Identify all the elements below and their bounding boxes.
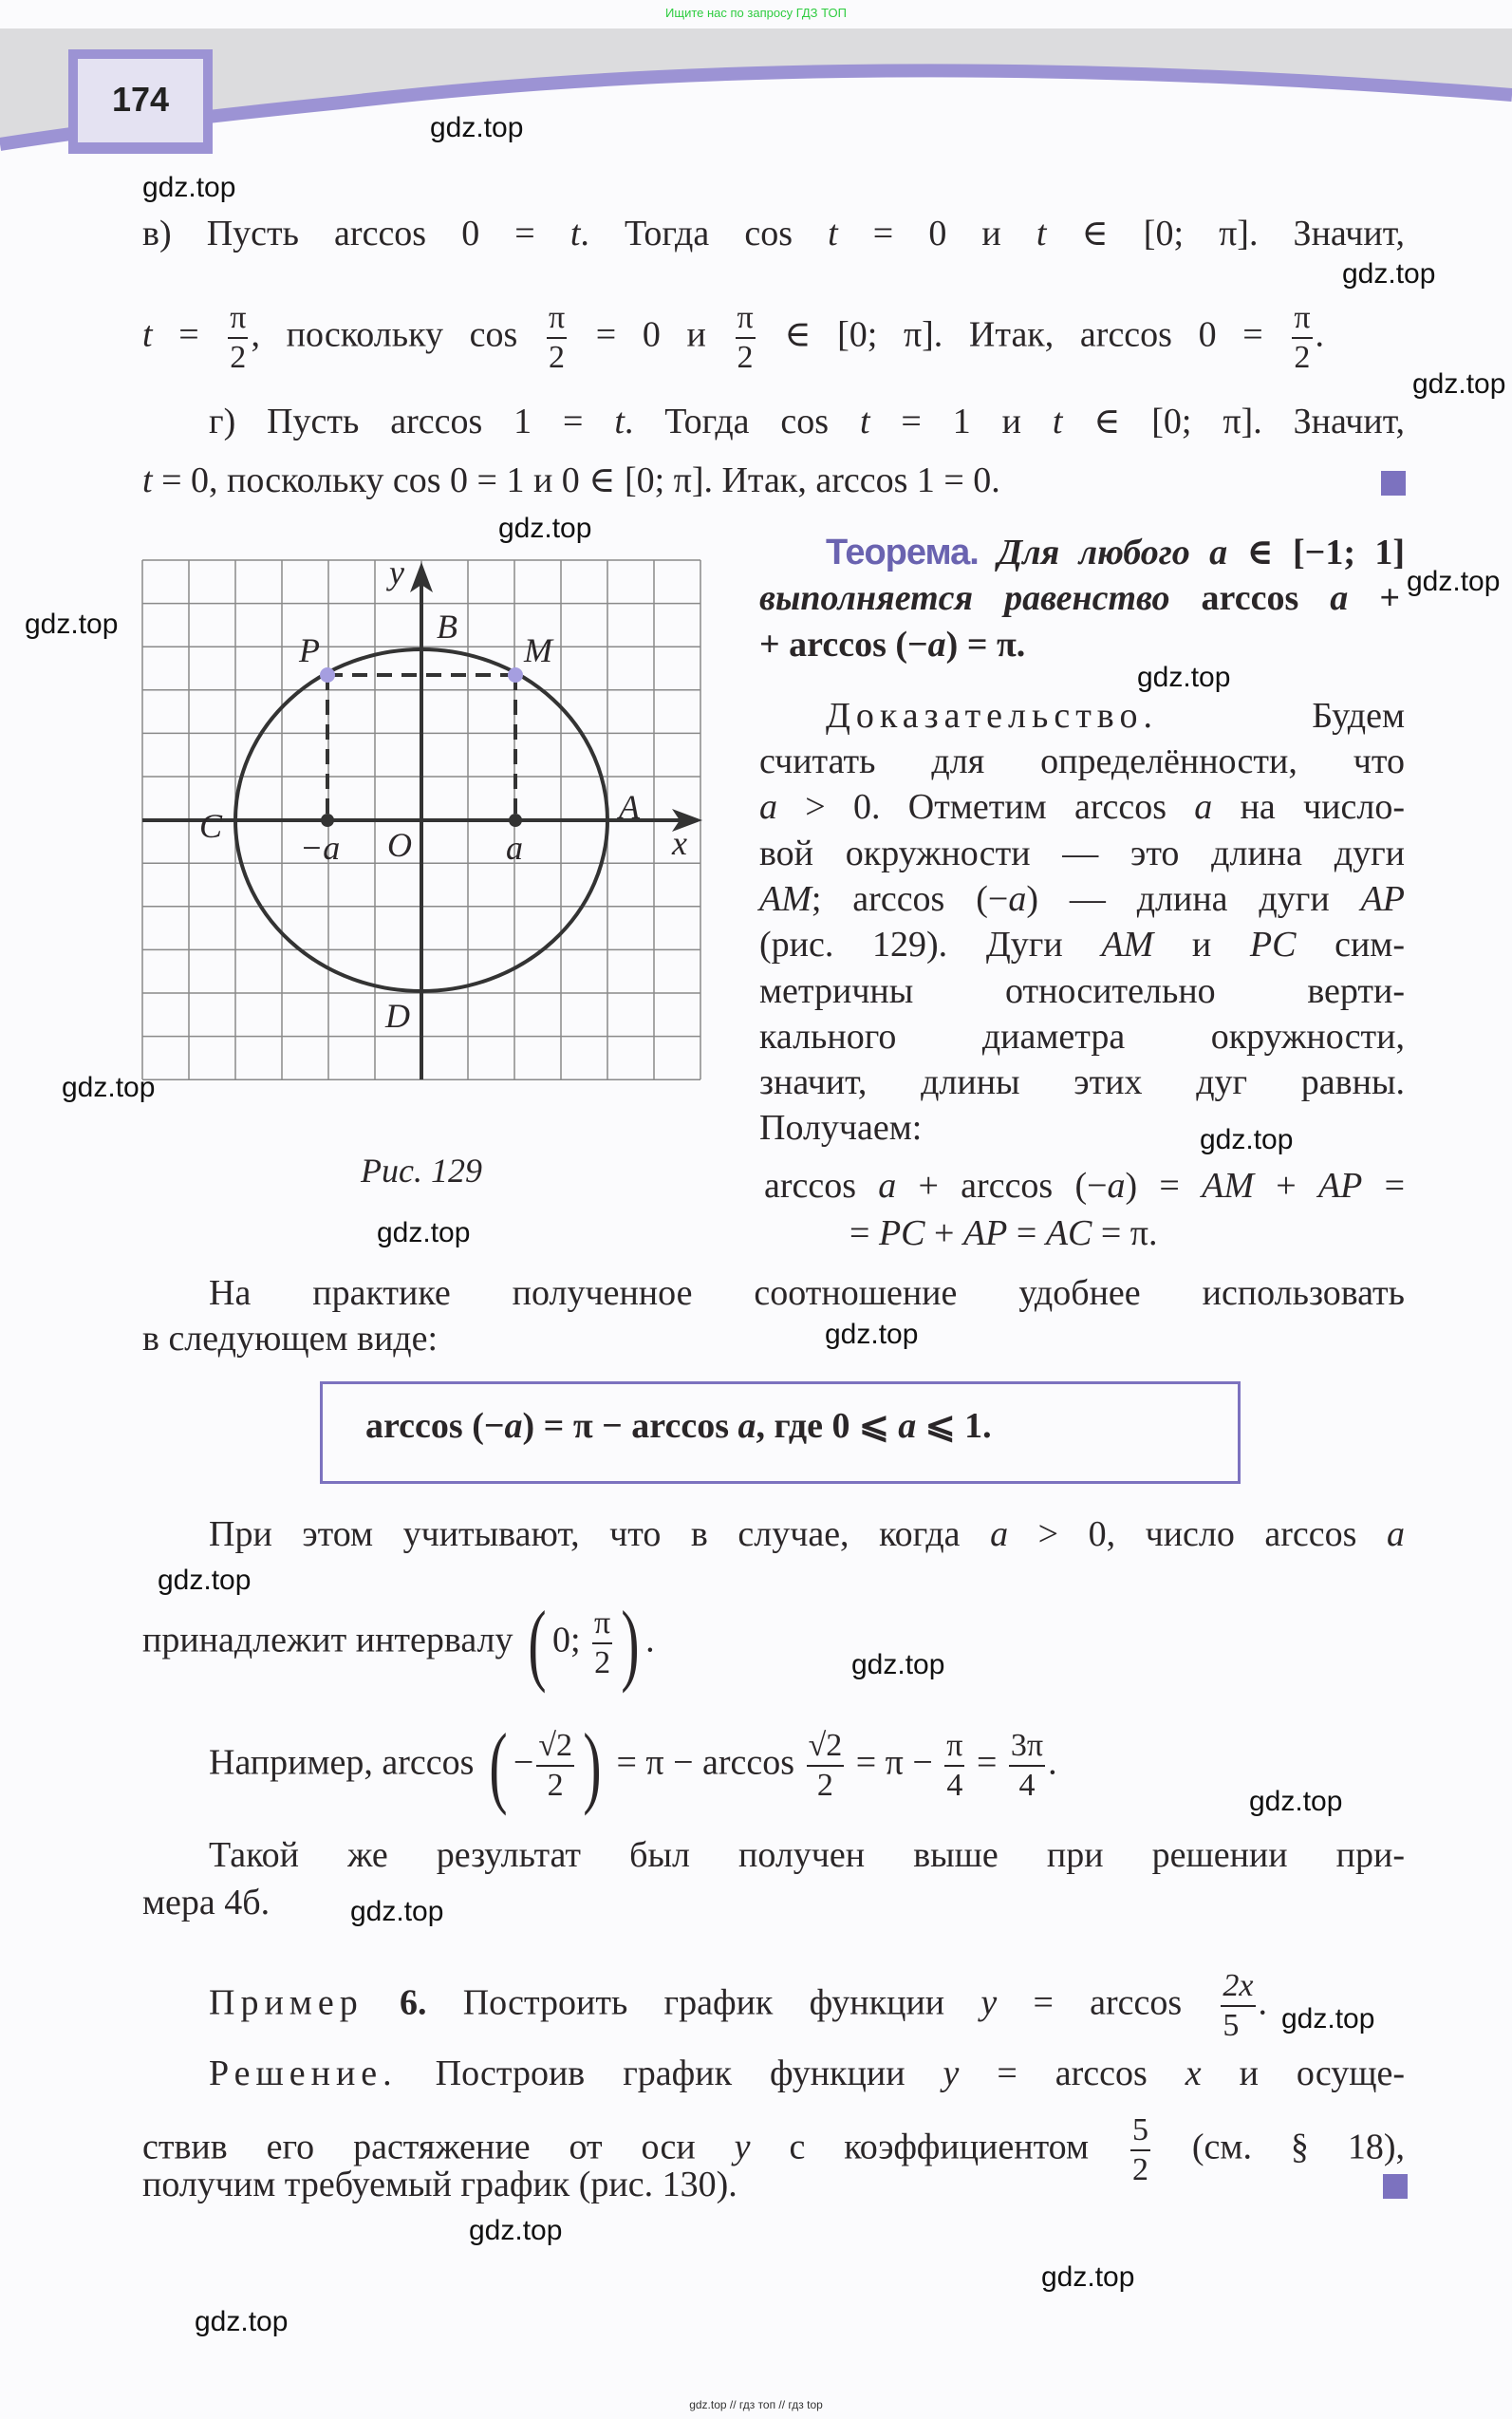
text-line: [759, 739, 1405, 784]
text-segment: +: [1253, 1166, 1318, 1206]
text-segment: ствив его растяжение от оси: [142, 2127, 735, 2167]
fraction-denominator: 2: [230, 340, 247, 375]
text-segment: a: [1194, 787, 1213, 827]
watermark-text: gdz.top: [25, 609, 119, 640]
text-line: [759, 622, 1025, 667]
text-segment: 0;: [551, 1620, 590, 1660]
text-line: [209, 1832, 1405, 1878]
text-segment: ∈ [0; π]. Итак, arccos 0 =: [757, 314, 1290, 355]
fraction: [592, 1607, 612, 1679]
watermark-text: gdz.top: [350, 1896, 444, 1927]
text-segment: t: [614, 402, 625, 441]
text-line: [759, 922, 1405, 967]
text-segment: вой окружности — это длина дуги: [759, 834, 1405, 873]
text-segment: t: [1036, 214, 1047, 253]
text-segment: > 0, число arccos: [1008, 1514, 1387, 1554]
text-segment: =: [967, 1742, 1006, 1783]
text-segment: , где 0 ⩽: [756, 1406, 899, 1446]
text-segment: ) =: [1125, 1166, 1203, 1206]
watermark-text: gdz.top: [1041, 2261, 1135, 2293]
text-segment: y: [943, 2053, 960, 2093]
watermark-text: gdz.top: [62, 1072, 156, 1103]
point-p: [320, 667, 335, 683]
footer-watermark: gdz.top // гдз топ // гдз top: [689, 2398, 823, 2411]
text-segment: a: [1330, 578, 1349, 618]
fraction-numerator: π: [592, 1607, 612, 1644]
watermark-text: gdz.top: [158, 1565, 252, 1596]
watermark-text: gdz.top: [825, 1319, 919, 1350]
end-of-solution-marker: [1383, 2174, 1408, 2199]
label-o: O: [387, 826, 412, 864]
label-y: y: [389, 553, 404, 591]
text-segment: AP: [962, 1213, 1008, 1253]
text-segment: + arccos (−: [759, 625, 928, 665]
fraction-numerator: √2: [807, 1730, 845, 1767]
fraction-denominator: 5: [1223, 2008, 1240, 2043]
figure-unit-circle: [0, 0, 721, 1101]
watermark-text: gdz.top: [377, 1217, 471, 1248]
text-segment: в следующем виде:: [142, 1319, 439, 1359]
point-neg-a: [321, 814, 334, 827]
text-segment: Например, arccos: [209, 1742, 483, 1783]
text-line: [209, 1715, 1057, 1816]
text-segment: > 0. Отметим arccos: [777, 787, 1195, 827]
text-segment: ⩽ 1.: [916, 1406, 992, 1446]
text-segment: . Тогда cos: [580, 214, 829, 253]
text-segment: ) — длина дуги: [1026, 879, 1361, 919]
text-segment: , поскольку cos: [251, 314, 544, 355]
watermark-text: gdz.top: [1407, 566, 1501, 597]
label-d: D: [385, 997, 410, 1035]
text-segment: =: [1362, 1166, 1405, 1206]
text-segment: =: [1007, 1213, 1046, 1253]
label-m: M: [524, 631, 552, 669]
fraction: [1130, 2114, 1150, 2186]
fraction-numerator: π: [1292, 302, 1312, 339]
parenthesis: ): [621, 1592, 640, 1694]
text-segment: arccos (−: [365, 1406, 505, 1446]
text-segment: AM: [1101, 925, 1154, 965]
fraction-denominator: 2: [547, 1768, 564, 1803]
text-segment: t: [828, 214, 838, 253]
text-line: [209, 2051, 1405, 2096]
text-segment: и осуще-: [1201, 2053, 1405, 2093]
text-segment: a: [898, 1406, 917, 1446]
point-a: [509, 814, 522, 827]
text-segment: и: [1153, 925, 1250, 965]
text-line: [209, 1970, 1267, 2042]
watermark-text: gdz.top: [851, 1649, 945, 1680]
key-formula-box: [320, 1381, 1241, 1484]
fraction-numerator: π: [228, 302, 248, 339]
text-segment: a: [1008, 879, 1027, 919]
text-segment: a: [1107, 1166, 1126, 1206]
text-segment: Для любого: [978, 533, 1210, 572]
text-segment: метричны относительно верти-: [759, 971, 1405, 1011]
text-segment: ) = π − arccos: [522, 1406, 738, 1446]
text-segment: PC: [878, 1213, 925, 1253]
text-segment: ∈ [0; π]. Значит,: [1062, 402, 1405, 441]
search-hint-banner: Ищите нас по запросу ГДЗ ТОП: [665, 6, 847, 20]
text-segment: a: [1387, 1514, 1405, 1554]
fraction-denominator: 2: [594, 1645, 611, 1680]
text-line: [759, 876, 1405, 922]
watermark-text: gdz.top: [469, 2215, 563, 2246]
text-segment: принадлежит интервалу: [142, 1620, 522, 1660]
text-segment: a: [737, 1406, 756, 1446]
text-segment: a: [504, 1406, 523, 1446]
text-line: [826, 693, 1405, 739]
label-b: B: [437, 608, 457, 646]
fraction: [736, 302, 756, 374]
text-segment: =: [849, 1213, 879, 1253]
text-segment: +: [924, 1213, 963, 1253]
parenthesis: (: [528, 1592, 547, 1694]
text-segment: t: [859, 402, 870, 441]
fraction-denominator: 2: [1131, 2152, 1148, 2187]
text-segment: + arccos (−: [896, 1166, 1108, 1206]
fraction-denominator: 2: [548, 340, 565, 375]
fraction: [1292, 302, 1312, 374]
text-segment: = 0, поскольку cos 0 = 1 и 0 ∈ [0; π]. Итак, arccos 1 = 0.: [152, 460, 1000, 500]
text-line: [209, 1270, 1405, 1316]
text-line: [759, 1105, 922, 1151]
text-segment: . Тогда cos: [624, 402, 860, 441]
watermark-text: gdz.top: [430, 112, 524, 143]
text-segment: AP: [1360, 879, 1405, 919]
end-of-solution-marker: [1381, 471, 1406, 496]
watermark-text: gdz.top: [1249, 1786, 1343, 1817]
text-segment: Получаем:: [759, 1108, 923, 1148]
fraction: [944, 1730, 964, 1802]
text-segment: .: [1048, 1742, 1057, 1783]
text-line: [759, 968, 1405, 1014]
label-c: C: [199, 807, 223, 845]
watermark-text: gdz.top: [1200, 1124, 1294, 1155]
text-segment: .: [1315, 314, 1324, 355]
fraction-denominator: 2: [737, 340, 754, 375]
text-segment: ∈ [−1; 1]: [1227, 533, 1406, 572]
text-segment: (см. § 18),: [1152, 2127, 1405, 2167]
fraction-denominator: 4: [1018, 1768, 1036, 1803]
text-segment: AC: [1045, 1213, 1092, 1253]
fraction-denominator: 2: [816, 1768, 833, 1803]
text-segment: a: [1209, 533, 1228, 572]
text-segment: ; arccos (−: [811, 879, 1009, 919]
text-segment: сим-: [1296, 925, 1405, 965]
text-segment: a: [878, 1166, 897, 1206]
text-segment: = 1 и: [869, 402, 1053, 441]
text-segment: +: [1348, 578, 1400, 618]
fraction-numerator: √2: [536, 1730, 574, 1767]
parenthesis: ): [583, 1715, 602, 1816]
text-segment: −: [513, 1742, 534, 1783]
fraction-denominator: 4: [946, 1768, 963, 1803]
text-segment: AM: [1202, 1166, 1254, 1206]
fraction: [536, 1730, 574, 1802]
text-segment: t: [569, 214, 581, 253]
label-neg-a: −a: [300, 829, 341, 867]
text-line: [142, 2162, 737, 2207]
page-number: 174: [111, 80, 170, 119]
text-segment: получим требуемый график (рис. 130).: [142, 2165, 737, 2204]
text-segment: =: [152, 314, 226, 355]
text-segment: t: [142, 460, 153, 500]
text-segment: с коэффициентом: [750, 2127, 1128, 2167]
figure-caption: Рис. 129: [361, 1152, 482, 1190]
text-segment: t: [1052, 402, 1063, 441]
text-segment: .: [645, 1620, 655, 1660]
text-segment: AM: [759, 879, 812, 919]
text-segment: arccos: [764, 1166, 879, 1206]
text-segment: y: [734, 2127, 751, 2167]
fraction: [1009, 1730, 1045, 1802]
text-line: [759, 1059, 1405, 1105]
text-segment: кального диаметра окружности,: [759, 1017, 1405, 1057]
text-segment: На практике полученное соотношение удобнее использовать: [209, 1273, 1405, 1313]
watermark-text: gdz.top: [1412, 368, 1506, 400]
text-line: [759, 1014, 1405, 1059]
text-line: [826, 530, 1405, 575]
text-segment: = 0 и: [569, 314, 733, 355]
text-segment: = arccos: [997, 1982, 1219, 2023]
text-segment: мера 4б.: [142, 1883, 271, 1922]
text-segment: Построить график функции: [426, 1982, 981, 2023]
watermark-text: gdz.top: [142, 172, 236, 203]
text-segment: a: [990, 1514, 1009, 1554]
text-segment: считать для определённости, что: [759, 741, 1405, 781]
fraction-numerator: 5: [1130, 2114, 1150, 2151]
text-segment: x: [1185, 2053, 1202, 2093]
label-a-point: A: [619, 788, 640, 826]
text-segment: = π.: [1092, 1213, 1158, 1253]
text-segment: .: [1258, 1982, 1268, 2023]
text-segment: (рис. 129). Дуги: [759, 925, 1102, 965]
fraction: [807, 1730, 845, 1802]
text-segment: y: [980, 1982, 998, 2023]
text-segment: г) Пусть arccos 1 =: [209, 402, 615, 441]
text-segment: PC: [1249, 925, 1297, 965]
theorem-label: Теорема.: [826, 533, 979, 572]
text-segment: ) = π.: [945, 625, 1026, 665]
text-segment: arccos: [1201, 578, 1331, 618]
parenthesis: (: [489, 1715, 508, 1816]
watermark-text: gdz.top: [1137, 662, 1231, 693]
text-segment: = π − arccos: [607, 1742, 804, 1783]
text-segment: в) Пусть arccos 0 =: [142, 214, 570, 253]
fraction-numerator: π: [944, 1730, 964, 1767]
text-line: [849, 1210, 1158, 1256]
text-segment: Такой же результат был получен выше при решении при-: [209, 1835, 1405, 1875]
text-line: [759, 831, 1405, 876]
watermark-text: gdz.top: [195, 2306, 289, 2337]
fraction-numerator: 2x: [1221, 1970, 1255, 2007]
text-segment: = π −: [847, 1742, 943, 1783]
watermark-text: gdz.top: [1281, 2003, 1375, 2035]
text-segment: a: [759, 787, 777, 827]
text-segment: 6.: [363, 1982, 427, 2023]
section-label: Пример: [209, 1982, 364, 2023]
section-label: Доказательство.: [826, 696, 1158, 736]
text-line: [142, 1592, 655, 1694]
text-line: [759, 575, 1400, 621]
text-segment: Будем: [1158, 696, 1405, 736]
section-label: Решение.: [209, 2053, 398, 2093]
text-segment: При этом учитывают, что в случае, когда: [209, 1514, 991, 1554]
label-p: P: [299, 631, 320, 669]
text-segment: значит, длины этих дуг равны.: [759, 1062, 1405, 1102]
watermark-text: gdz.top: [1342, 258, 1436, 290]
fraction-numerator: π: [736, 302, 756, 339]
label-x: x: [672, 824, 687, 862]
fraction-denominator: 2: [1294, 340, 1311, 375]
text-line: [209, 1511, 1405, 1557]
text-line: [764, 1163, 1405, 1209]
text-segment: Построив график функции: [397, 2053, 943, 2093]
text-segment: = 0 и: [837, 214, 1036, 253]
text-segment: a: [927, 625, 946, 665]
fraction: [1221, 1970, 1255, 2042]
point-m: [508, 667, 523, 683]
text-line: [142, 1316, 438, 1361]
fraction-numerator: π: [547, 302, 567, 339]
text-segment: ∈ [0; π]. Значит,: [1046, 214, 1405, 253]
text-line: [759, 784, 1405, 830]
text-segment: на число-: [1212, 787, 1405, 827]
text-segment: AP: [1317, 1166, 1363, 1206]
label-a: a: [506, 829, 523, 867]
text-segment: = arccos: [959, 2053, 1185, 2093]
text-segment: выполняется равенство: [759, 578, 1202, 618]
watermark-text: gdz.top: [498, 513, 592, 544]
text-line: [142, 1880, 270, 1925]
fraction-numerator: 3π: [1009, 1730, 1045, 1767]
text-segment: t: [142, 314, 153, 355]
